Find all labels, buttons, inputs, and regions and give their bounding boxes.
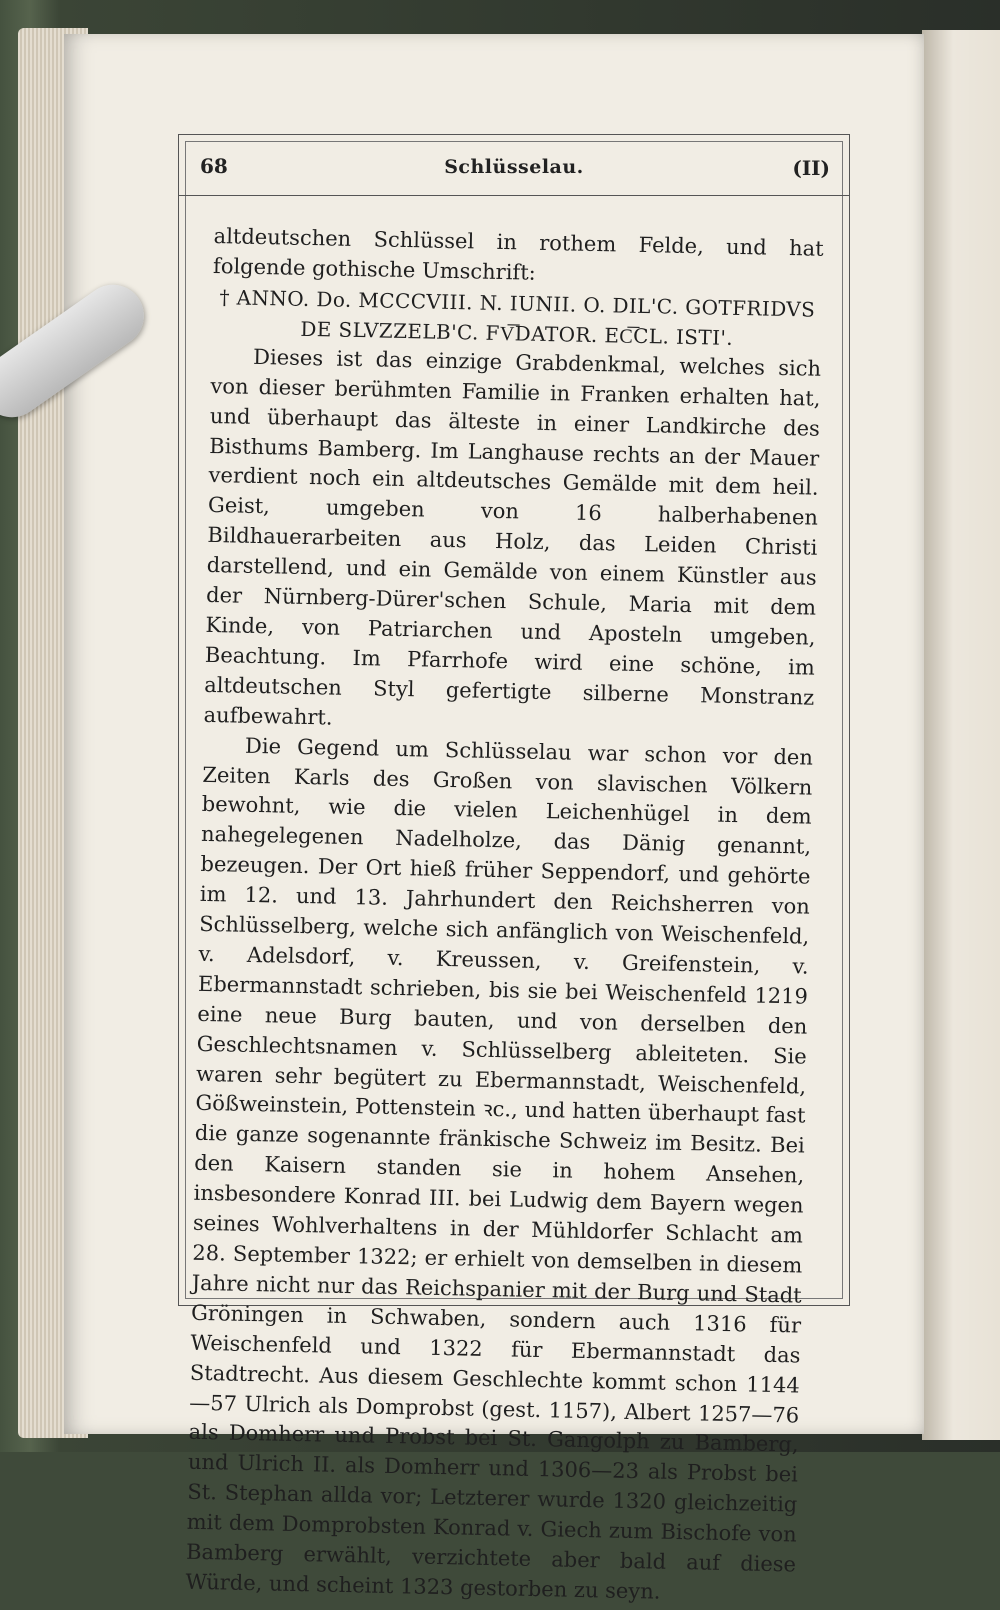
paragraph-intro: altdeutschen Schlüssel in rothem Felde, und hat folgende gothische Umschrift:	[212, 223, 824, 285]
paragraph-description: Dieses ist das einzige Grabdenkmal, welches sich von dieser berühmten Familie in Franken erhalten hat, und überhaupt das älteste in einer Landkirche des Bisthums Bamberg. Im Langhause rechts an der Mauer verdient noch ein altdeutsches Gemälde mit dem heil. Geist, umgeben von 16 halberhabenen Bildhauerarbeiten aus Holz, das Leiden Christi darstellend, und ein Gemälde von einem Künstler aus der Nürnberg-Dürer'schen Schule, Maria mit dem Kinde, von Patriarchen und Aposteln umgeben, Beachtung. Im Pfarrhofe wird eine schöne, im altdeutschen Styl gefertigte silberne Monstranz aufbewahrt.	[203, 344, 822, 730]
facing-page-edge	[922, 30, 1000, 1440]
page-body	[185, 222, 824, 1610]
page-number: 68	[200, 154, 228, 178]
paragraph-history: Die Gegend um Schlüsselau war schon vor den Zeiten Karls des Großen von slavischen Völkern bewohnt, wie die vielen Leichenhügel in dem nahegelegenen Nadelholze, das Dänig genannt, bezeugen. Der Ort hieß früher Seppendorf, und gehörte im 12. und 13. Jahrhundert den Reichsherren von Schlüsselberg, welche sich anfänglich von Weischenfeld, v. Adelsdorf, v. Kreussen, v. Greifenstein, v. Ebermannstadt schrieben, bis sie bei Weischenfeld 1219 eine neue Burg bauten, und von derselben den Geschlechtsnamen v. Schlüsselberg ableiteten. Sie waren sehr begütert zu Ebermannstadt, Weischenfeld, Gößweinstein, Pottenstein ꝛc., und hatten überhaupt fast die ganze sogenannte fränkische Schweiz im Besitz. Bei den Kaisern standen sie in hohem Ansehen, insbesondere Konrad III. bei Ludwig dem Bayern wegen seines Wohlverhaltens in der Mühldorfer Schlacht am 28. September 1322; er erhielt von demselben in diesem Jahre nicht nur das Reichspanier mit der Burg und Stadt Gröningen in Schwaben, sondern auch 1316 für Weischenfeld und 1322 für Ebermannstadt das Stadtrecht. Aus diesem Geschlechte kommt schon 1144—57 Ulrich als Domprobst (gest. 1157), Albert 1257—76 als Domherr und Probst bei St. Gangolph zu Bamberg, und Ulrich II. als Domherr und 1306—23 als Probst bei St. Stephan allda vor; Letzterer wurde 1320 gleichzeitig mit dem Domprobsten Konrad v. Giech zum Bischofe von Bamberg erwählt, verzichtete aber bald auf diese Würde, und scheint 1323 gestorben zu seyn.	[185, 733, 814, 1604]
running-header	[178, 140, 850, 196]
section-marker: (II)	[792, 156, 830, 180]
running-title: Schlüsselau.	[444, 156, 584, 178]
inscription: † ANNO. Do. MCCCVIII. N. IUNII. O. DIL'C. GOTFRIDVS DE SLVZZELB'C. FV͞DATOR. EC͞CL. ISTI'.	[219, 284, 816, 350]
